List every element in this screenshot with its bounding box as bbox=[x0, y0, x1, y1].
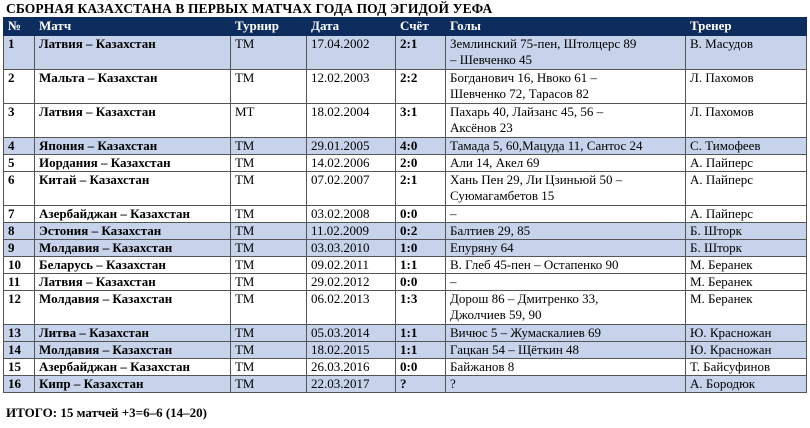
table-row bbox=[4, 223, 807, 240]
cell-tournament: ТМ bbox=[231, 359, 307, 376]
cell-number: 8 bbox=[4, 223, 35, 240]
table-row bbox=[4, 342, 807, 359]
goals-line: Шевченко 72, Тарасов 82 bbox=[450, 86, 590, 101]
cell-match: Япония – Казахстан bbox=[35, 138, 231, 155]
summary-total: ИТОГО: 15 матчей +3=6–6 (14–20) bbox=[6, 405, 207, 420]
cell-goals bbox=[446, 70, 686, 104]
cell-tournament: ТМ bbox=[231, 274, 307, 291]
cell-tournament: ТМ bbox=[231, 155, 307, 172]
cell-match: Молдавия – Казахстан bbox=[35, 240, 231, 257]
cell-score: 1:0 bbox=[396, 240, 446, 257]
table-row bbox=[4, 206, 807, 223]
cell-score: 2:0 bbox=[396, 155, 446, 172]
cell-goals bbox=[446, 274, 686, 291]
cell-coach: Т. Байсуфинов bbox=[686, 359, 807, 376]
cell-coach: Б. Шторк bbox=[686, 223, 807, 240]
cell-goals bbox=[446, 223, 686, 240]
goals-line: Балтиев 29, 85 bbox=[450, 223, 531, 238]
table-row bbox=[4, 172, 807, 206]
cell-coach: А. Пайперс bbox=[686, 155, 807, 172]
cell-number: 2 bbox=[4, 70, 35, 104]
cell-date: 05.03.2014 bbox=[307, 325, 396, 342]
goals-line: Гацкан 54 – Щёткин 48 bbox=[450, 342, 580, 357]
table-row bbox=[4, 240, 807, 257]
cell-date: 03.02.2008 bbox=[307, 206, 396, 223]
table-row bbox=[4, 291, 807, 325]
cell-number: 3 bbox=[4, 104, 35, 138]
cell-number: 9 bbox=[4, 240, 35, 257]
column-header-coach: Тренер bbox=[686, 18, 807, 36]
cell-goals bbox=[446, 291, 686, 325]
cell-goals bbox=[446, 376, 686, 393]
cell-date: 22.03.2017 bbox=[307, 376, 396, 393]
cell-date: 12.02.2003 bbox=[307, 70, 396, 104]
cell-date: 17.04.2002 bbox=[307, 36, 396, 70]
cell-goals bbox=[446, 342, 686, 359]
goals-line: – bbox=[450, 206, 457, 221]
cell-tournament: ТМ bbox=[231, 223, 307, 240]
goals-line: – Шевченко 45 bbox=[450, 52, 532, 67]
goals-line: Аксёнов 23 bbox=[450, 120, 513, 135]
goals-line: Тамада 5, 60,Мацуда 11, Сантос 24 bbox=[450, 138, 643, 153]
cell-coach: Ю. Красножан bbox=[686, 342, 807, 359]
cell-score: 0:0 bbox=[396, 274, 446, 291]
cell-goals bbox=[446, 359, 686, 376]
goals-line: Байжанов 8 bbox=[450, 359, 515, 374]
column-header-tournament: Турнир bbox=[231, 18, 307, 36]
cell-number: 1 bbox=[4, 36, 35, 70]
cell-date: 18.02.2004 bbox=[307, 104, 396, 138]
table-row bbox=[4, 36, 807, 70]
goals-line: Суюмагамбетов 15 bbox=[450, 188, 555, 203]
cell-date: 26.03.2016 bbox=[307, 359, 396, 376]
cell-tournament: ТМ bbox=[231, 172, 307, 206]
cell-date: 29.01.2005 bbox=[307, 138, 396, 155]
goals-line: Епуряну 64 bbox=[450, 240, 514, 255]
goals-line: Джолчиев 59, 90 bbox=[450, 307, 542, 322]
cell-date: 06.02.2013 bbox=[307, 291, 396, 325]
table-row bbox=[4, 155, 807, 172]
cell-score: 1:1 bbox=[396, 257, 446, 274]
table-row bbox=[4, 376, 807, 393]
cell-score: 0:2 bbox=[396, 223, 446, 240]
cell-number: 13 bbox=[4, 325, 35, 342]
cell-goals bbox=[446, 138, 686, 155]
table-header-row bbox=[4, 18, 807, 36]
cell-coach: С. Тимофеев bbox=[686, 138, 807, 155]
cell-tournament: МТ bbox=[231, 104, 307, 138]
cell-coach: Л. Пахомов bbox=[686, 70, 807, 104]
cell-score: ? bbox=[396, 376, 446, 393]
table-row bbox=[4, 104, 807, 138]
cell-match: Кипр – Казахстан bbox=[35, 376, 231, 393]
cell-goals bbox=[446, 206, 686, 223]
cell-score: 2:2 bbox=[396, 70, 446, 104]
cell-date: 11.02.2009 bbox=[307, 223, 396, 240]
cell-tournament: ТМ bbox=[231, 206, 307, 223]
table-row bbox=[4, 274, 807, 291]
column-header-date: Дата bbox=[307, 18, 396, 36]
cell-tournament: ТМ bbox=[231, 291, 307, 325]
cell-number: 16 bbox=[4, 376, 35, 393]
column-header-match: Матч bbox=[35, 18, 231, 36]
table-body bbox=[4, 36, 807, 393]
cell-match: Эстония – Казахстан bbox=[35, 223, 231, 240]
goals-line: Дорош 86 – Дмитренко 33, bbox=[450, 291, 599, 306]
cell-coach: М. Беранек bbox=[686, 291, 807, 325]
cell-tournament: ТМ bbox=[231, 376, 307, 393]
cell-match: Латвия – Казахстан bbox=[35, 36, 231, 70]
cell-score: 0:0 bbox=[396, 359, 446, 376]
cell-match: Молдавия – Казахстан bbox=[35, 291, 231, 325]
cell-goals bbox=[446, 172, 686, 206]
cell-coach: Л. Пахомов bbox=[686, 104, 807, 138]
cell-match: Латвия – Казахстан bbox=[35, 104, 231, 138]
goals-line: В. Глеб 45-пен – Остапенко 90 bbox=[450, 257, 619, 272]
cell-number: 7 bbox=[4, 206, 35, 223]
goals-line: – bbox=[450, 274, 457, 289]
table-row bbox=[4, 257, 807, 274]
cell-goals bbox=[446, 36, 686, 70]
cell-goals bbox=[446, 155, 686, 172]
cell-number: 11 bbox=[4, 274, 35, 291]
cell-score: 0:0 bbox=[396, 206, 446, 223]
cell-goals bbox=[446, 325, 686, 342]
cell-tournament: ТМ bbox=[231, 70, 307, 104]
cell-match: Литва – Казахстан bbox=[35, 325, 231, 342]
cell-match: Азербайджан – Казахстан bbox=[35, 359, 231, 376]
cell-match: Иордания – Казахстан bbox=[35, 155, 231, 172]
table-row bbox=[4, 359, 807, 376]
cell-score: 1:1 bbox=[396, 342, 446, 359]
cell-coach: Ю. Красножан bbox=[686, 325, 807, 342]
cell-score: 1:3 bbox=[396, 291, 446, 325]
cell-match: Молдавия – Казахстан bbox=[35, 342, 231, 359]
goals-line: Землинский 75-пен, Штолцерс 89 bbox=[450, 36, 637, 51]
cell-score: 1:1 bbox=[396, 325, 446, 342]
cell-goals bbox=[446, 257, 686, 274]
page-title: СБОРНАЯ КАЗАХСТАНА В ПЕРВЫХ МАТЧАХ ГОДА ПОД ЭГИДОЙ УЕФА bbox=[6, 1, 493, 16]
cell-tournament: ТМ bbox=[231, 138, 307, 155]
cell-number: 14 bbox=[4, 342, 35, 359]
cell-match: Латвия – Казахстан bbox=[35, 274, 231, 291]
cell-match: Мальта – Казахстан bbox=[35, 70, 231, 104]
goals-line: Хань Пен 29, Ли Цзиньюй 50 – bbox=[450, 172, 623, 187]
cell-number: 15 bbox=[4, 359, 35, 376]
cell-date: 14.02.2006 bbox=[307, 155, 396, 172]
table-row bbox=[4, 325, 807, 342]
cell-tournament: ТМ bbox=[231, 36, 307, 70]
cell-number: 12 bbox=[4, 291, 35, 325]
cell-number: 10 bbox=[4, 257, 35, 274]
cell-number: 6 bbox=[4, 172, 35, 206]
cell-date: 29.02.2012 bbox=[307, 274, 396, 291]
cell-match: Беларусь – Казахстан bbox=[35, 257, 231, 274]
table-row bbox=[4, 138, 807, 155]
goals-line: Али 14, Акел 69 bbox=[450, 155, 540, 170]
cell-tournament: ТМ bbox=[231, 325, 307, 342]
cell-score: 4:0 bbox=[396, 138, 446, 155]
goals-line: Пахарь 40, Лайзанс 45, 56 – bbox=[450, 104, 604, 119]
goals-line: Вичюс 5 – Жумаскалиев 69 bbox=[450, 325, 602, 340]
cell-date: 07.02.2007 bbox=[307, 172, 396, 206]
cell-coach: Б. Шторк bbox=[686, 240, 807, 257]
cell-tournament: ТМ bbox=[231, 240, 307, 257]
cell-goals bbox=[446, 240, 686, 257]
cell-date: 03.03.2010 bbox=[307, 240, 396, 257]
column-header-goals: Голы bbox=[446, 18, 686, 36]
cell-tournament: ТМ bbox=[231, 257, 307, 274]
cell-score: 3:1 bbox=[396, 104, 446, 138]
cell-score: 2:1 bbox=[396, 172, 446, 206]
cell-coach: А. Пайперс bbox=[686, 206, 807, 223]
goals-line: ? bbox=[450, 376, 456, 391]
goals-line: Богданович 16, Нвоко 61 – bbox=[450, 70, 597, 85]
cell-coach: А. Бородюк bbox=[686, 376, 807, 393]
cell-match: Азербайджан – Казахстан bbox=[35, 206, 231, 223]
matches-table bbox=[3, 17, 807, 393]
cell-coach: М. Беранек bbox=[686, 274, 807, 291]
cell-number: 4 bbox=[4, 138, 35, 155]
cell-coach: М. Беранек bbox=[686, 257, 807, 274]
table-row bbox=[4, 70, 807, 104]
cell-coach: А. Пайперс bbox=[686, 172, 807, 206]
cell-score: 2:1 bbox=[396, 36, 446, 70]
cell-number: 5 bbox=[4, 155, 35, 172]
cell-tournament: ТМ bbox=[231, 342, 307, 359]
cell-date: 09.02.2011 bbox=[307, 257, 396, 274]
column-header-number: № bbox=[4, 18, 35, 36]
cell-coach: В. Масудов bbox=[686, 36, 807, 70]
cell-date: 18.02.2015 bbox=[307, 342, 396, 359]
cell-goals bbox=[446, 104, 686, 138]
cell-match: Китай – Казахстан bbox=[35, 172, 231, 206]
column-header-score: Счёт bbox=[396, 18, 446, 36]
